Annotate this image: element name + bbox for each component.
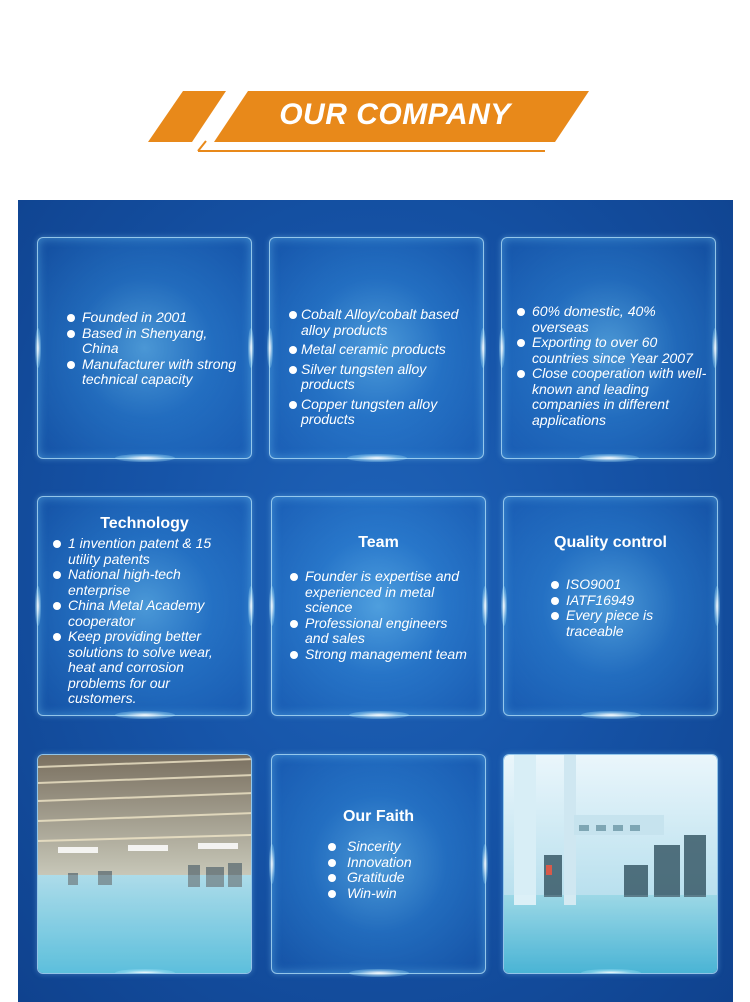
list-item: Cobalt Alloy/cobalt based alloy products	[288, 307, 478, 338]
card-products	[269, 237, 484, 459]
card-title: Our Faith	[342, 808, 415, 825]
list-item: Strong management team	[289, 647, 469, 663]
glow-decoration	[712, 328, 718, 368]
glow-decoration	[267, 328, 273, 368]
card-team	[271, 496, 486, 716]
list-item: Exporting to over 60 countries since Year 2007	[516, 335, 708, 366]
glow-decoration	[581, 969, 641, 974]
glow-decoration	[499, 328, 505, 368]
list-item: Win-win	[327, 886, 457, 902]
glow-decoration	[269, 586, 275, 626]
list-item: IATF16949	[550, 593, 690, 609]
list-item: ISO9001	[550, 577, 690, 593]
glow-decoration	[269, 844, 275, 884]
list-item: Metal ceramic products	[288, 342, 478, 358]
list-item: Manufacturer with strong technical capacity	[66, 357, 246, 388]
glow-decoration	[115, 969, 175, 974]
list-item: Copper tungsten alloy products	[288, 397, 478, 428]
glow-decoration	[115, 454, 175, 462]
card-faith	[271, 754, 486, 974]
list-item: Based in Shenyang, China	[66, 326, 246, 357]
list-item: Close cooperation with well-known and leading companies in different applications	[516, 366, 708, 428]
glow-decoration	[349, 969, 409, 977]
list-item: Professional engineers and sales	[289, 616, 469, 647]
glow-decoration	[501, 586, 507, 626]
factory-hall-photo	[37, 754, 252, 974]
glow-decoration	[581, 711, 641, 719]
glow-decoration	[115, 711, 175, 719]
list-item: Every piece is traceable	[550, 608, 690, 639]
card-title: Technology	[100, 515, 189, 532]
profile-list	[66, 310, 246, 388]
market-bullets	[516, 304, 708, 428]
glow-decoration	[248, 328, 254, 368]
technology-list	[52, 536, 242, 707]
glow-decoration	[480, 328, 486, 368]
glow-decoration	[579, 454, 639, 462]
card-market	[501, 237, 716, 459]
glow-decoration	[349, 711, 409, 719]
header-banner	[0, 0, 750, 200]
team-list	[289, 569, 469, 662]
quality-list	[550, 577, 690, 639]
list-item: 60% domestic, 40% overseas	[516, 304, 708, 335]
glow-decoration	[248, 586, 254, 626]
list-item: China Metal Academy cooperator	[52, 598, 242, 629]
card-technology	[37, 496, 252, 716]
list-item: Keep providing better solutions to solve wear, heat and corrosion problems for our customers.	[52, 629, 242, 707]
list-item: Gratitude	[327, 870, 457, 886]
list-item: Sincerity	[327, 839, 457, 855]
list-item: National high-tech enterprise	[52, 567, 242, 598]
glow-decoration	[714, 586, 720, 626]
workshop-image	[504, 755, 718, 974]
list-item: Founder is expertise and experienced in metal science	[289, 569, 469, 616]
glow-decoration	[482, 844, 488, 884]
page-title: OUR COMPANY	[279, 98, 511, 131]
workshop-machines-photo	[503, 754, 718, 974]
glow-decoration	[35, 328, 41, 368]
glow-decoration	[347, 454, 407, 462]
list-item: 1 invention patent & 15 utility patents	[52, 536, 242, 567]
products-list	[288, 307, 478, 428]
factory-hall-image	[38, 755, 252, 974]
list-item: Silver tungsten alloy products	[288, 362, 478, 393]
card-profile	[37, 237, 252, 459]
company-panel	[18, 200, 733, 1002]
faith-list	[327, 839, 457, 901]
card-title: Quality control	[554, 534, 667, 551]
glow-decoration	[482, 586, 488, 626]
card-title: Team	[358, 534, 399, 551]
list-item: Founded in 2001	[66, 310, 246, 326]
list-item: Innovation	[327, 855, 457, 871]
glow-decoration	[35, 586, 41, 626]
card-quality	[503, 496, 718, 716]
